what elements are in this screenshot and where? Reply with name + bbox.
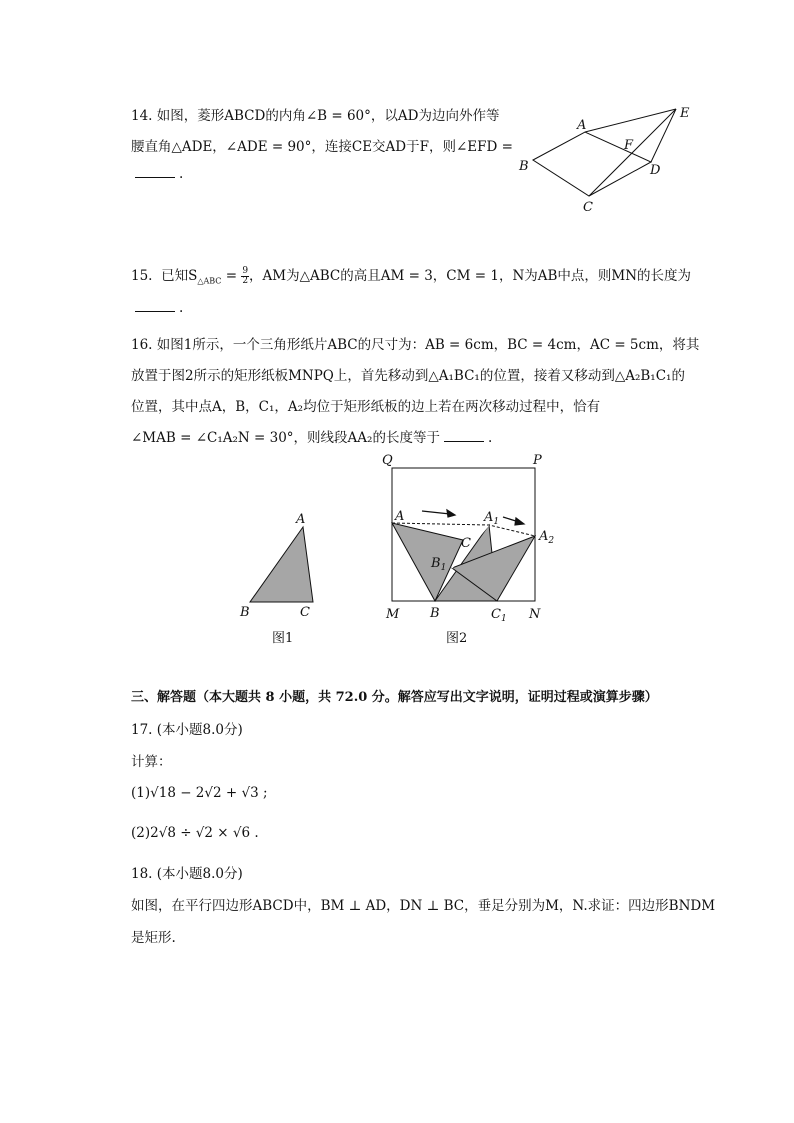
q17-part2-expr: 2√8 ÷ √2 × √6 . (150, 825, 259, 841)
q16-line3: 位置，其中点A，B，C₁，A₂均位于矩形纸板的边上若在两次移动过程中，恰有 (131, 399, 601, 415)
q16-answer-blank[interactable] (444, 441, 484, 442)
fig1-caption: 图1 (272, 631, 294, 645)
q15-rest: ，AM为△ABC的高且AM = 3，CM = 1，N为AB中点，则MN的长度为 (249, 268, 692, 284)
fig2-label-b: B (430, 606, 440, 621)
arrow-1 (422, 511, 450, 514)
q14-answer-line (131, 166, 183, 182)
label-d: D (650, 163, 661, 178)
q16-line1: 16. 如图1所示，一个三角形纸片ABC的尺寸为：AB = 6cm，BC = 4cm，AC = 5cm，将其 (131, 337, 700, 353)
label-c: C (583, 200, 593, 215)
q16-line4-text: ∠MAB = ∠C₁A₂N = 30°，则线段AA₂的长度等于 (131, 430, 440, 446)
label-e: E (680, 106, 690, 121)
q14-answer-blank[interactable] (135, 177, 175, 178)
q14-period: . (179, 166, 184, 182)
arrow-2-head (515, 518, 524, 525)
q17-part2 (131, 825, 259, 841)
q14-figure (510, 100, 710, 220)
q15-prefix: 已知S (161, 268, 198, 284)
q17-header: 17. (本小题8.0分) (131, 722, 243, 738)
q15-number: 15. (131, 268, 153, 284)
q15-sub: △ABC (197, 276, 222, 286)
q15-eq: = (221, 268, 242, 284)
label-b: B (519, 159, 529, 174)
q16-line2: 放置于图2所示的矩形纸板MNPQ上，首先移动到△A₁BC₁的位置，接着又移动到△A₂B₁C₁的 (131, 368, 685, 384)
q16-figure1 (230, 505, 330, 645)
label-a: A (577, 118, 587, 133)
q15-answer-line (131, 300, 183, 316)
q16-period: . (487, 430, 493, 446)
fig2-label-b1: $B_1$ (431, 556, 447, 573)
q15-answer-blank[interactable] (135, 311, 175, 312)
segment-ed (651, 109, 676, 162)
q15-period: . (179, 300, 184, 316)
q17-part1-expr: √18 − 2√2 + √3 ; (150, 785, 268, 801)
fig2-label-m: M (386, 607, 400, 622)
fig2-label-a1: $A_1$ (484, 510, 500, 527)
q14-line1: 14. 如图，菱形ABCD的内角∠B = 60°，以AD为边向外作等 (131, 108, 500, 124)
fig2-caption: 图2 (446, 631, 468, 646)
q17-part2-label: (2) (131, 825, 151, 841)
fig2-label-n: N (529, 607, 541, 622)
q18-line1: 如图，在平行四边形ABCD中，BM ⊥ AD，DN ⊥ BC，垂足分别为M，N.求证：四边形BNDM (131, 898, 716, 914)
triangle-abc (250, 527, 313, 602)
rhombus-abcd (533, 132, 651, 196)
fig1-label-a: A (296, 512, 306, 527)
q17-intro: 计算： (131, 754, 172, 770)
q16-line4 (131, 426, 492, 446)
section3-title: 三、解答题（本大题共 8 小题，共 72.0 分。解答应写出文字说明，证明过程或演算步骤） (131, 690, 658, 705)
fig2-label-c: C (461, 536, 471, 551)
q16-figure2 (375, 450, 575, 650)
fig2-label-p: P (533, 453, 542, 468)
fig1-label-c: C (300, 605, 310, 620)
fig2-label-a: A (395, 509, 405, 524)
q15-fraction: $\frac{9}{2}$ (242, 266, 249, 286)
q17-part1 (131, 785, 268, 801)
label-f: F (624, 138, 634, 153)
q17-part1-label: (1) (131, 785, 151, 801)
arrow-1-head (447, 510, 455, 517)
fig2-label-c1: $C_1$ (491, 607, 507, 624)
q18-header: 18. (本小题8.0分) (131, 866, 243, 882)
q14-line2: 腰直角△ADE，∠ADE = 90°，连接CE交AD于F，则∠EFD = (131, 139, 513, 155)
q18-line2: 是矩形. (131, 930, 176, 946)
fig2-label-a2: $A_2$ (539, 529, 555, 546)
fig1-label-b: B (240, 605, 250, 620)
segment-ae (585, 109, 676, 132)
fig2-label-q: Q (382, 453, 393, 468)
q15-line1 (131, 264, 691, 286)
